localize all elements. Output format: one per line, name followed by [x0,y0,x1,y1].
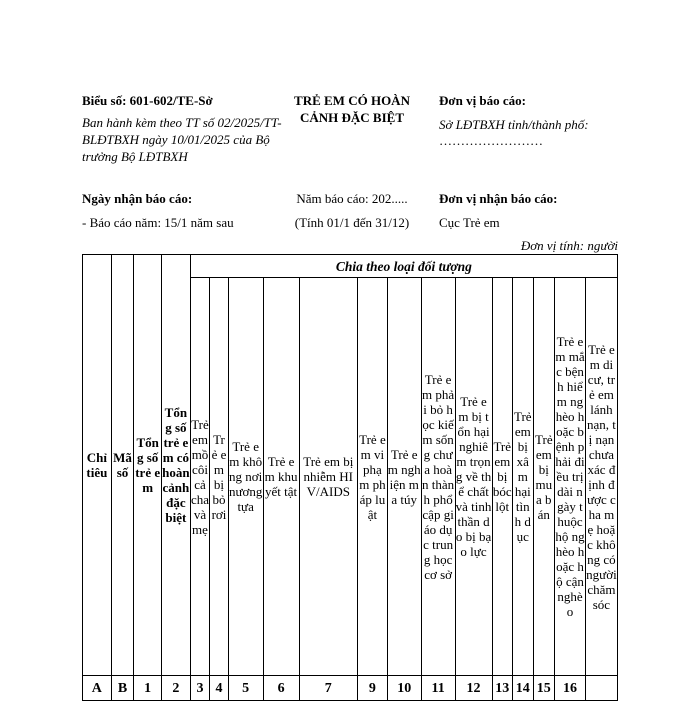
column-code: 16 [555,676,586,701]
column-code: 13 [492,676,513,701]
column-code: 14 [513,676,534,701]
column-code: B [111,676,134,701]
header-indicator: Chỉ tiêu [83,255,112,676]
unit-note: Đơn vị tính: người [520,238,618,253]
column-code: 9 [358,676,388,701]
column-code: 7 [299,676,358,701]
column-code: 15 [533,676,555,701]
header-category: Trẻ em bị nhiễm HIV/AIDS [299,278,358,676]
column-codes-row [83,676,618,701]
column-code: 1 [134,676,162,701]
header-category: Trẻ em bị bỏ rơi [210,278,228,676]
column-code [585,676,617,701]
receiving-unit-label: Đơn vị nhận báo cáo: [439,191,558,206]
header-category: Trẻ em bị bóc lột [492,278,513,676]
header-category: Trẻ em phải bỏ học kiếm sống chưa hoàn thành phổ cập giáo dục trung học cơ sở [421,278,455,676]
header-category: Trẻ em bị xâm hại tình dục [513,278,534,676]
header-category: Trẻ em bị mua bán [533,278,555,676]
report-period: (Tính 01/1 đến 31/12) [294,215,410,230]
column-code: A [83,676,112,701]
column-code: 10 [387,676,421,701]
header-category: Trẻ em không nơi nương tựa [228,278,263,676]
group-header: Chia theo loại đối tượng [190,255,617,278]
column-code: 5 [228,676,263,701]
header-code: Mã số [111,255,134,676]
column-code: 12 [455,676,492,701]
header-category: Trẻ em nghiện ma túy [387,278,421,676]
header-total-children: Tổng số trẻ em [134,255,162,676]
report-table [82,254,618,701]
issued-note: Ban hành kèm theo TT số 02/2025/TT- BLĐTBXH ngày 10/01/2025 của Bộ trưởng Bộ LĐTBXH [82,115,282,164]
column-code: 2 [162,676,191,701]
receive-date-label: Ngày nhận báo cáo: [82,191,193,206]
receiving-unit-value: Cục Trẻ em [439,215,500,230]
report-year: Năm báo cáo: 202..... [296,191,408,206]
header-category: Trẻ em mắc bệnh hiểm nghèo hoặc bệnh phải điều trị dài ngày thuộc hộ nghèo hoặc hộ cận nghèo [555,278,586,676]
report-title: TRẺ EM CÓ HOÀN CẢNH ĐẶC BIỆT [294,93,410,125]
header-category: Trẻ em bị tổn hại nghiêm trọng về thể chất và tinh thần do bị bạo lực [455,278,492,676]
header-category: Trẻ em mồ côi cả cha và mẹ [190,278,210,676]
reporting-unit-label: Đơn vị báo cáo: [439,93,527,108]
column-code: 11 [421,676,455,701]
header-total-special: Tổng số trẻ em có hoàn cảnh đặc biệt [162,255,191,676]
receive-date-value: - Báo cáo năm: 15/1 năm sau [82,215,234,230]
reporting-unit-dots: …………………… [439,133,543,148]
header-category: Trẻ em di cư, trẻ em lánh nạn, tị nạn chưa xác định được cha mẹ hoặc không có người chăm sóc [585,278,617,676]
header-category: Trẻ em vi phạm pháp luật [358,278,388,676]
reporting-unit-value: Sở LĐTBXH tỉnh/thành phố: [439,117,589,132]
column-code: 3 [190,676,210,701]
column-code: 6 [263,676,299,701]
header-category: Trẻ em khuyết tật [263,278,299,676]
column-code: 4 [210,676,228,701]
form-number: Biểu số: 601-602/TE-Sở [82,93,213,108]
